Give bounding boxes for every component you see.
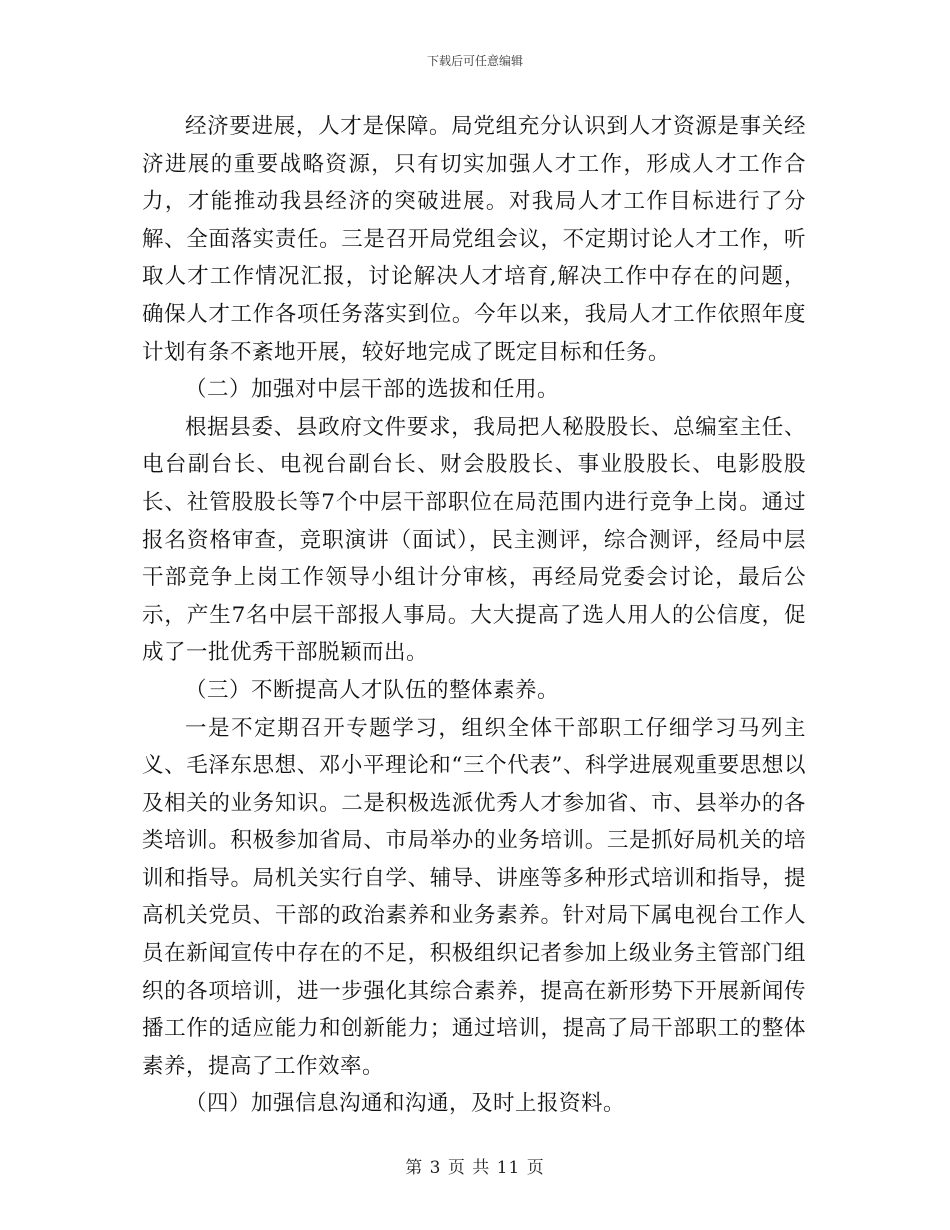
paragraph-talent-guarantee: 经济要进展，人才是保障。局党组充分认识到人才资源是事关经济进展的重要战略资源，只有切实加强人才工作，形成人才工作合力，才能推动我县经济的突破进展。对我局人才工作目标进行了分解、全面落实责任。三是召开局党组会议，不定期讨论人才工作，听取人才工作情况汇报，讨论解决人才培育,解决工作中存在的问题，确保人才工作各项任务落实到位。今年以来，我局人才工作依照年度计划有条不紊地开展，较好地完成了既定目标和任务。 [142, 114, 806, 365]
document-body [142, 108, 806, 1123]
paragraph-cadre-selection: 根据县委、县政府文件要求，我局把人秘股股长、总编室主任、电台副台长、电视台副台长、财会股股长、事业股股长、电影股股长、社管股股长等7个中层干部职位在局范围内进行竞争上岗。通过报名资格审查，竞职演讲（面试），民主测评，综合测评，经局中层干部竞争上岗工作领导小组计分审核，再经局党委会讨论，最后公示，产生7名中层干部报人事局。大大提高了选人用人的公信度，促成了一批优秀干部脱颖而出。 [142, 414, 806, 666]
paragraph-training: 一是不定期召开专题学习，组织全体干部职工仔细学习马列主义、毛泽东思想、邓小平理论和“三个代表”、科学进展观重要思想以及相关的业务知识。二是积极选派优秀人才参加省、市、县举办的各类培训。积极参加省局、市局举办的业务培训。三是抓好局机关的培训和指导。局机关实行自学、辅导、讲座等多种形式培训和指导，提高机关党员、干部的政治素养和业务素养。针对局下属电视台工作人员在新闻宣传中存在的不足，积极组织记者参加上级业务主管部门组织的各项培训，进一步强化其综合素养，提高在新形势下开展新闻传播工作的适应能力和创新能力；通过培训，提高了局干部职工的整体素养，提高了工作效率。 [142, 715, 806, 1079]
page-header: 下载后可任意编辑 [426, 54, 523, 68]
page-number-footer: 第 3 页 共 11 页 [405, 1158, 545, 1178]
section-heading-2: （二）加强对中层干部的选拔和任用。 [185, 377, 560, 403]
section-heading-3: （三）不断提高人才队伍的整体素养。 [185, 677, 560, 703]
section-heading-4: （四）加强信息沟通和沟通，及时上报资料。 [185, 1091, 626, 1117]
